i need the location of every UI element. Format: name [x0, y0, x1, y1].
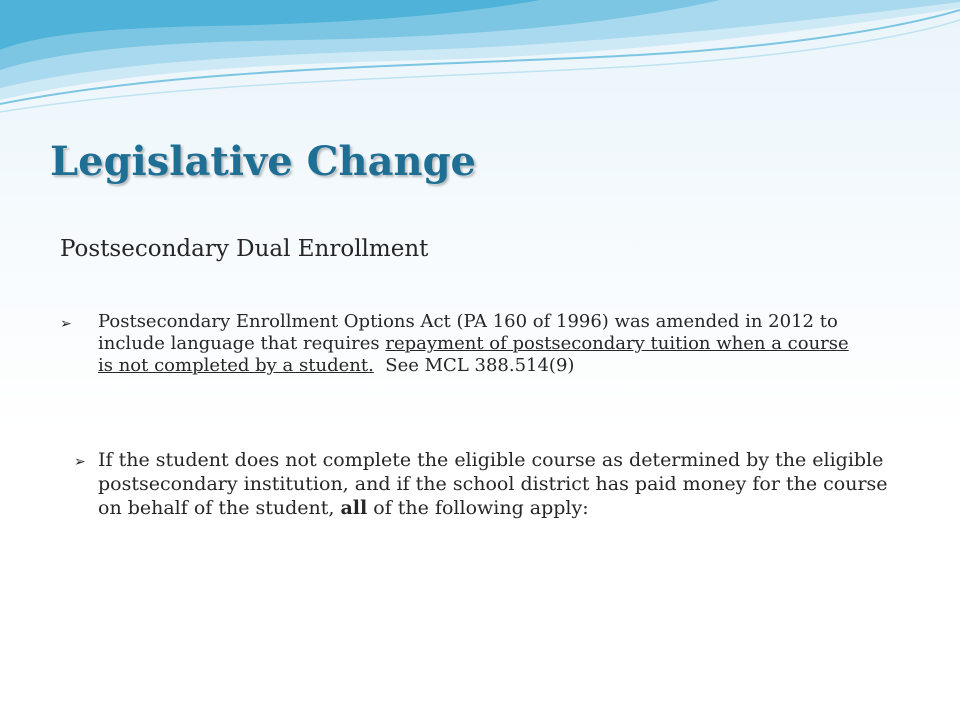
bullet-text-part: of the following apply: — [367, 497, 589, 519]
arrow-bullet-icon: ➢ — [74, 454, 86, 470]
bold-text: all — [340, 497, 368, 519]
bullet-text-part: See MCL 388.514(9) — [373, 355, 575, 376]
wave-decoration — [0, 0, 960, 120]
slide-title: Legislative Change — [50, 138, 476, 185]
bullet-item — [60, 311, 860, 377]
bullet-item — [74, 448, 894, 520]
bullet-text — [60, 311, 860, 377]
bullet-text — [74, 448, 894, 520]
underlined-text: repayment of postsecondary tuition when a course is not completed by a student. — [98, 333, 849, 376]
slide-subtitle: Postsecondary Dual Enrollment — [60, 236, 429, 262]
arrow-bullet-icon: ➢ — [60, 316, 72, 332]
bullet-text-part: Postsecondary Enrollment Options Act (PA 160 of 1996) was amended in 2012 to include language that requires — [98, 311, 838, 354]
bullet-text-part: If the student does not complete the eligible course as determined by the eligible postsecondary institution, and if the school district has paid money for the course on behalf of the student, — [98, 449, 888, 519]
